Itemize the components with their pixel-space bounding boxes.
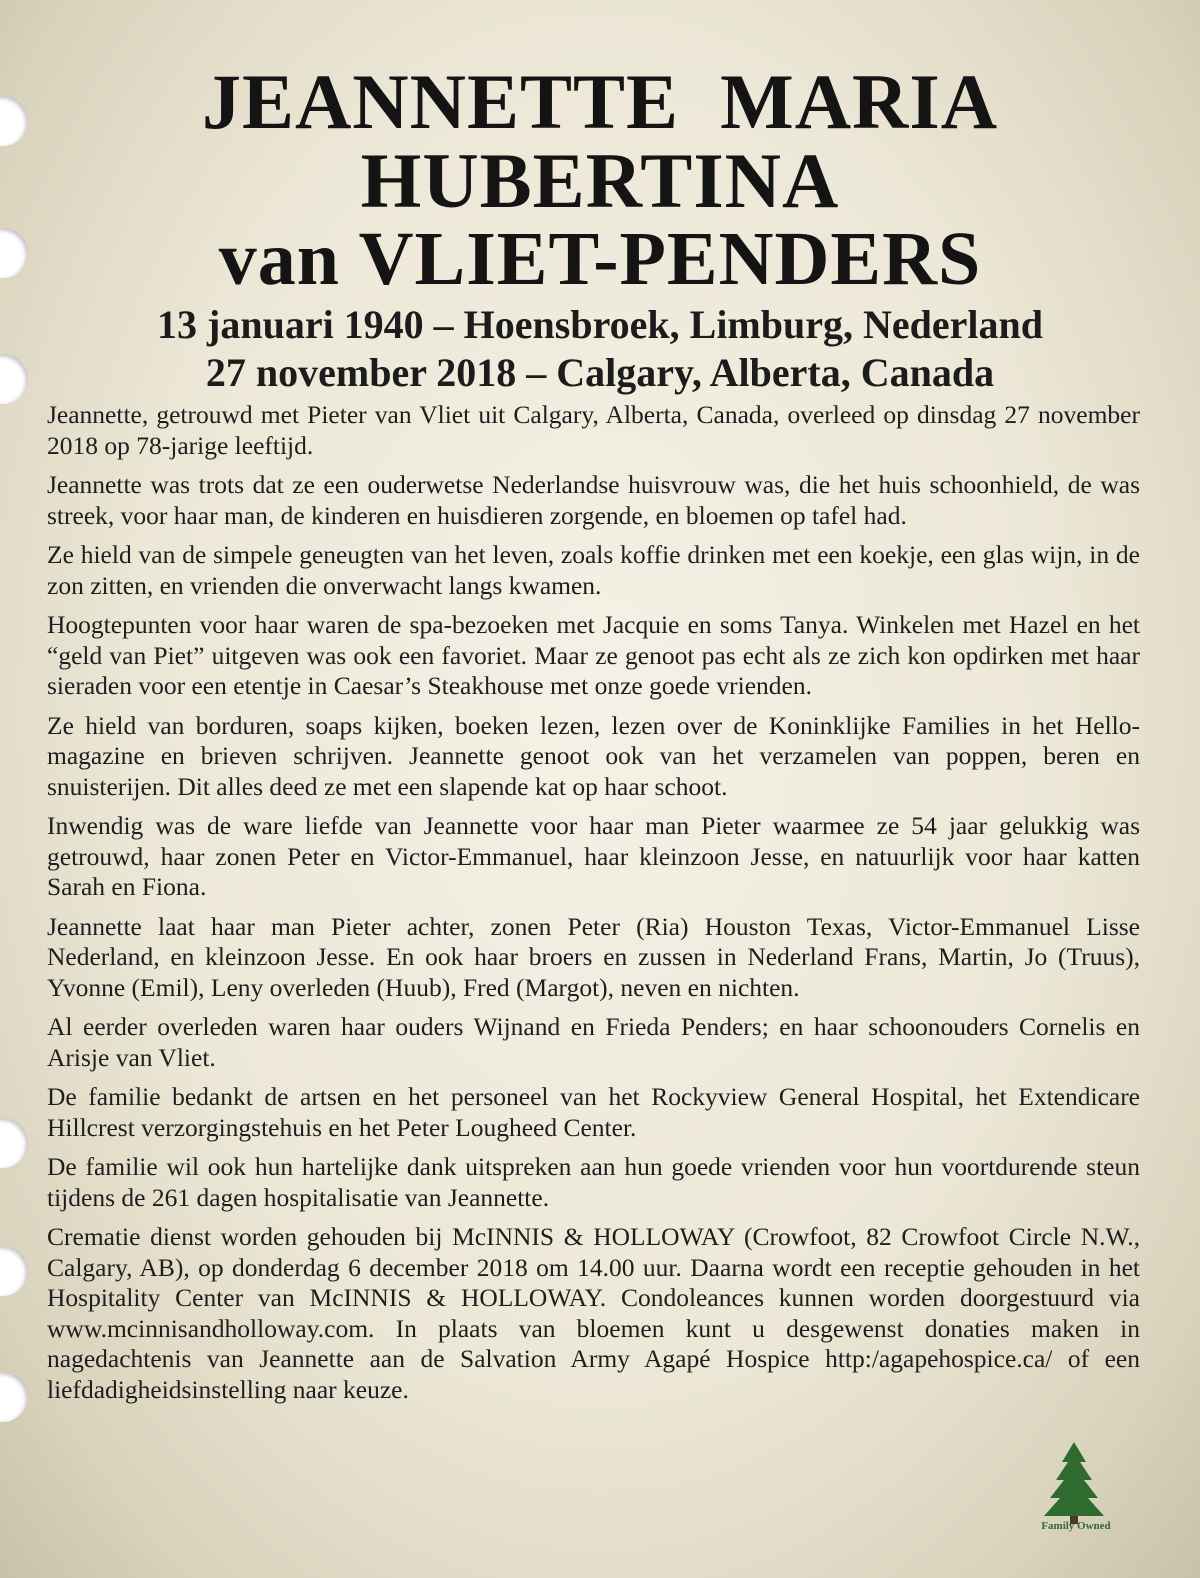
obituary-header bbox=[60, 58, 1140, 397]
binder-hole bbox=[0, 1372, 28, 1422]
paragraph: Jeannette was trots dat ze een ouderwetse Nederlandse huisvrouw was, die het huis schoonhield, de was streek, voor haar man, de kinderen en huisdieren zorgende, en bloemen op tafel had. bbox=[47, 470, 1140, 530]
name-line-1: JEANNETTE MARIA bbox=[201, 58, 999, 145]
paragraph: Jeannette, getrouwd met Pieter van Vliet uit Calgary, Alberta, Canada, overleed op dinsdag 27 november 2018 op 78-jarige leeftijd. bbox=[47, 400, 1140, 460]
name-line-2: HUBERTINA bbox=[360, 137, 840, 224]
paragraph: Crematie dienst worden gehouden bij McINNIS & HOLLOWAY (Crowfoot, 82 Crowfoot Circle N.W., Calgary, AB), op donderdag 6 december 2018 om 14.00 uur. Daarna wordt een receptie gehouden in het Hospitality Center van McINNIS & HOLLOWAY. Condoleances kunnen worden doorgestuurd via www.mcinnisandholloway.com. In plaats van bloemen kunt u desgewenst donaties maken in nagedachtenis van Jeannette aan de Salvation Army Agapé Hospice http:/agapehospice.ca/ of een liefdadigheidsinstelling naar keuze. bbox=[47, 1222, 1140, 1404]
paragraph: Al eerder overleden waren haar ouders Wijnand en Frieda Penders; en haar schoonouders Cornelis en Arisje van Vliet. bbox=[47, 1012, 1140, 1072]
birth-line: 13 januari 1940 – Hoensbroek, Limburg, Nederland bbox=[157, 302, 1043, 347]
logo-text: Family Owned bbox=[1041, 1520, 1111, 1532]
obituary-body bbox=[47, 400, 1140, 1414]
paragraph: De familie wil ook hun hartelijke dank uitspreken aan hun goede vrienden voor hun voortdurende steun tijdens de 261 dagen hospitalisatie van Jeannette. bbox=[47, 1152, 1140, 1212]
binder-hole bbox=[0, 228, 28, 278]
paragraph: Inwendig was de ware liefde van Jeannette voor haar man Pieter waarmee ze 54 jaar gelukkig was getrouwd, haar zonen Peter en Victor-Emmanuel, haar kleinzoon Jesse, en natuurlijk voor haar katten Sarah en Fiona. bbox=[47, 811, 1140, 901]
paragraph: Ze hield van de simpele geneugten van het leven, zoals koffie drinken met een koekje, een glas wijn, in de zon zitten, en vrienden die onverwacht langs kwamen. bbox=[47, 540, 1140, 600]
binder-hole bbox=[0, 1246, 28, 1296]
name-line-3: van VLIET-PENDERS bbox=[218, 217, 982, 301]
paragraph: De familie bedankt de artsen en het personeel van het Rockyview General Hospital, het Extendicare Hillcrest verzorgingstehuis en het Peter Lougheed Center. bbox=[47, 1082, 1140, 1142]
paragraph: Ze hield van borduren, soaps kijken, boeken lezen, lezen over de Koninklijke Families in het Hello-magazine en brieven schrijven. Jeannette genoot ook van het verzamelen van poppen, beren en snuisterijen. Dit alles deed ze met een slapende kat op haar schoot. bbox=[47, 710, 1140, 801]
death-line: 27 november 2018 – Calgary, Alberta, Canada bbox=[205, 350, 995, 395]
paragraph: Jeannette laat haar man Pieter achter, zonen Peter (Ria) Houston Texas, Victor-Emmanuel Lisse Nederland, en kleinzoon Jesse. En ook haar broers en zussen in Nederland Frans, Martin, Jo (Truus), Yvonne (Emil), Leny overleden (Huub), Fred (Margot), neven en nichten. bbox=[47, 911, 1140, 1002]
binder-hole bbox=[0, 354, 28, 404]
binder-hole bbox=[0, 1118, 28, 1168]
paragraph: Hoogtepunten voor haar waren de spa-bezoeken met Jacquie en soms Tanya. Winkelen met Hazel en het “geld van Piet” uitgeven was ook een favoriet. Maar ze genoot pas echt als ze zich kon opdirken met haar sieraden voor een etentje in Caesar’s Steakhouse met onze goede vrienden. bbox=[47, 610, 1140, 700]
binder-hole bbox=[0, 96, 28, 146]
